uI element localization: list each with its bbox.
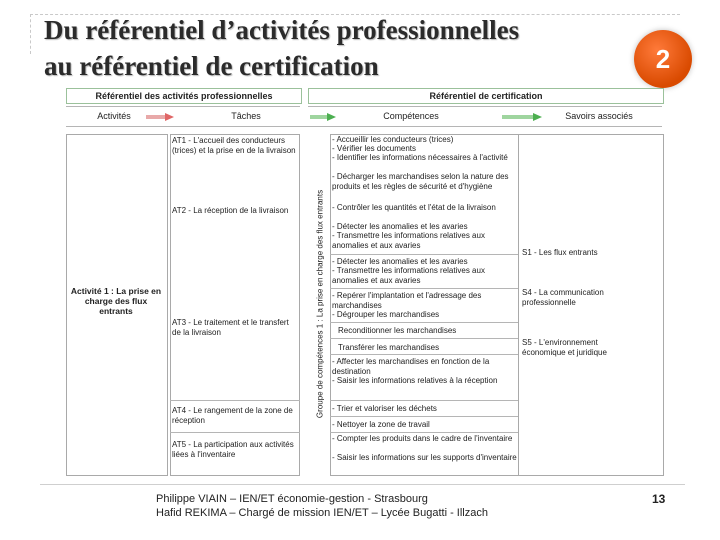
competence-item: - Saisir les informations sur les supports d'inventaire [332,453,517,462]
sub-header-competences: Compétences [383,111,439,121]
task-at3: AT3 - Le traitement et le transfert de la livraison [172,318,289,337]
competence-item: - Accueillir les conducteurs (trices) [332,135,454,144]
footer-line-2: Hafid REKIMA – Chargé de mission IEN/ET – Lycée Bugatti - Illzach [156,507,488,519]
competence-item: - Décharger les marchandises selon la nature des produits et les règles de sécurité et d'hygiène [332,172,509,191]
slide-title [44,12,624,84]
footer-credits [156,492,488,520]
competence-item: - Transmettre les informations relatives aux anomalies et aux avaries [332,266,485,285]
savoir-s1: S1 - Les flux entrants [522,248,598,257]
competence-item: - Dégrouper les marchandises [332,310,440,319]
sub-header-activites: Activités [97,111,131,121]
left-header: Référentiel des activités professionnelles [66,88,302,104]
competence-item: - Détecter les anomalies et les avaries [332,257,468,266]
competence-item: - Saisir les informations relatives à la réception [332,376,498,385]
competence-item: - Vérifier les documents [332,144,417,153]
arrow-icon [502,113,542,121]
activity-label: Activité 1 : La prise en charge des flux entrants [70,286,162,316]
competence-item: - Nettoyer la zone de travail [332,420,430,429]
competence-item: - Détecter les anomalies et les avaries [332,222,468,231]
task-at5: AT5 - La participation aux activités liées à l'inventaire [172,440,294,459]
competence-item: - Identifier les informations nécessaires à l'activité [332,153,508,162]
competence-item: - Transmettre les informations relatives aux anomalies et aux avaries [332,231,485,250]
competence-item: - Affecter les marchandises en fonction de la destination [332,357,490,376]
task-at1: AT1 - L'accueil des conducteurs (trices) et la prise en de la livraison [172,136,296,155]
footer-rule [40,484,685,485]
title-decor-rule-vertical [30,14,31,54]
competence-item: - Trier et valoriser les déchets [332,404,437,413]
competence-item: - Contrôler les quantités et l'état de la livraison [332,203,496,212]
title-line-2: au référentiel de certification [44,51,379,81]
competence-item: Transférer les marchandises [338,343,440,352]
footer-line-1: Philippe VIAIN – IEN/ET économie-gestion - Strasbourg [156,493,428,505]
arrow-icon [310,113,336,121]
competence-group-text: Groupe de compétences 1 : La prise en charge des flux entrants [315,189,325,419]
competence-group-label [312,134,328,474]
reference-table-image [66,88,663,476]
title-line-1: Du référentiel d’activités professionnelles [44,15,520,45]
competence-item: - Repérer l'implantation et l'adressage des marchandises [332,291,482,310]
competence-item: Reconditionner les marchandises [338,326,457,335]
page-number: 13 [652,492,666,506]
arrow-icon [146,113,174,121]
sub-header-taches: Tâches [231,111,261,121]
sub-header-savoirs: Savoirs associés [565,111,633,121]
competence-item: - Compter les produits dans le cadre de l'inventaire [332,434,513,443]
task-at2: AT2 - La réception de la livraison [172,206,289,215]
savoir-s4: S4 - La communication professionnelle [522,288,604,307]
savoir-s5: S5 - L'environnement économique et juridique [522,338,607,357]
section-badge: 2 [634,30,692,88]
right-header: Référentiel de certification [308,88,664,104]
task-at4: AT4 - Le rangement de la zone de réception [172,406,293,425]
